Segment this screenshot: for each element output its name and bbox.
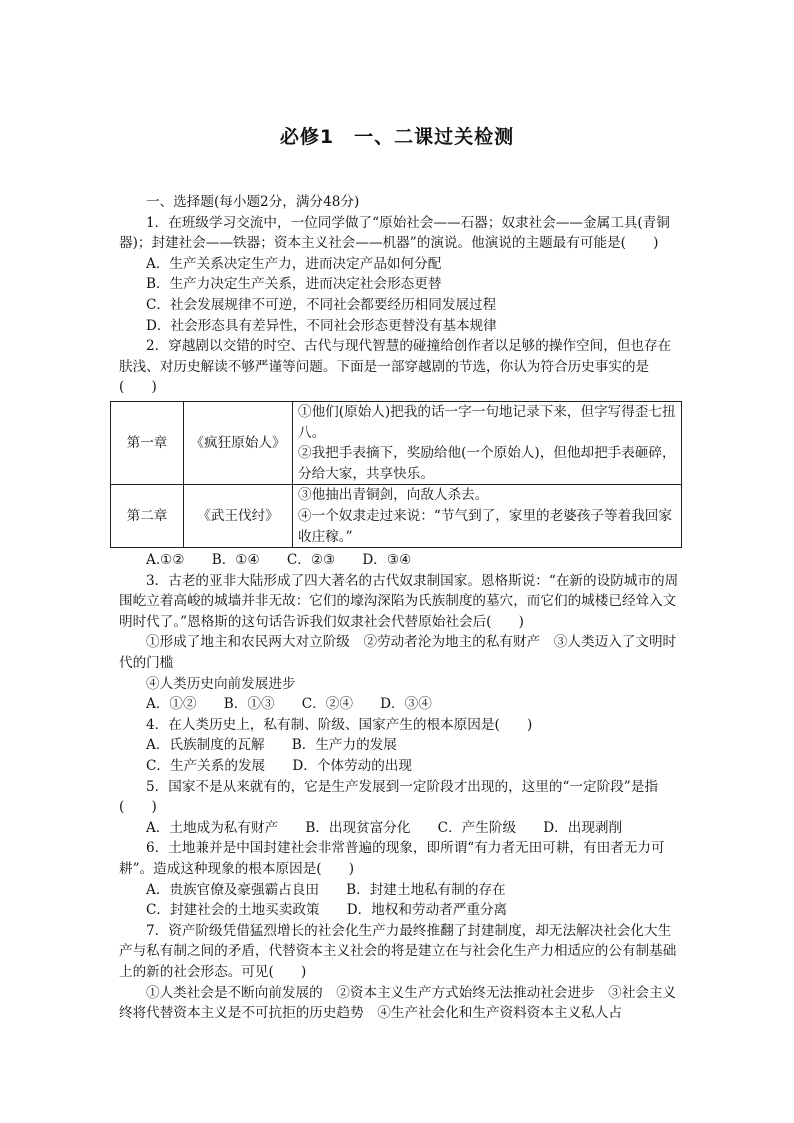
question-1-option-b: B．生产力决定生产关系，进而决定社会形态更替 — [146, 276, 442, 293]
question-4-options-row-2: C．生产关系的发展 D．个体劳动的出现 — [146, 758, 412, 775]
table-row — [111, 401, 682, 484]
table-line: ①他们(原始人)把我的话一字一句地记录下来，但字写得歪七扭八。 — [298, 403, 676, 441]
question-6-stem: 6．土地兼并是中国封建社会非常普遍的现象，即所谓“有力者无田可耕，有田者无力可耕”。造成这种现象的根本原因是( ) — [119, 840, 665, 877]
table-cell-chapter: 第一章 — [111, 401, 184, 484]
table-cell-lines — [293, 401, 682, 484]
table-line: ④一个奴隶走过来说：“节气到了，家里的老婆孩子等着我回家收庄稼。” — [298, 507, 672, 545]
question-5-options: A．土地成为私有财产 B．出现贫富分化 C．产生阶级 D．出现剥削 — [146, 819, 623, 836]
question-5-stem: 5．国家不是从来就有的，它是生产发展到一定阶段才出现的，这里的“一定阶段”是指( ) — [119, 778, 658, 816]
table-line: ②我把手表摘下，奖励给他(一个原始人)，但他却把手表砸碎，分给大家，共享快乐。 — [298, 445, 676, 482]
document-body — [119, 192, 679, 1024]
question-6-options-row-1: A．贵族官僚及豪强霸占良田 B．封建土地私有制的存在 — [146, 881, 506, 898]
question-3-answers: A．①② B．①③ C．②④ D．③④ — [146, 696, 432, 713]
question-4-options-row-1: A．氏族制度的瓦解 B．生产力的发展 — [146, 737, 397, 754]
question-1-option-d: D．社会形态具有差异性，不同社会形态更替没有基本规律 — [146, 317, 497, 334]
question-1-option-a: A．生产关系决定生产力，进而决定产品如何分配 — [146, 255, 442, 272]
question-1-stem: 1．在班级学习交流中，一位同学做了“原始社会——石器；奴隶社会——金属工具(青铜器)；封建社会——铁器；资本主义社会——机器”的演说。他演说的主题最有可能是( ) — [119, 214, 670, 252]
question-3-stem: 3．古老的亚非大陆形成了四大著名的古代奴隶制国家。恩格斯说：“在新的设防城市的周围屹立着高峻的城墙并非无故：它们的壕沟深陷为氏族制度的墓穴，而它们的城楼已经耸入文明时代了。”恩格斯的这句话告诉我们奴隶社会代替原始社会后( ) — [119, 572, 679, 630]
table-row — [111, 485, 682, 548]
question-2-stem: 2．穿越剧以交错的时空、古代与现代智慧的碰撞给创作者以足够的操作空间，但也存在肤浅、对历史解读不够严谨等问题。下面是一部穿越剧的节选，你认为符合历史事实的是( ) — [119, 338, 672, 396]
question-4-stem: 4．在人类历史上，私有制、阶级、国家产生的根本原因是( ) — [146, 716, 533, 733]
question-6-options-row-2: C．封建社会的土地买卖政策 D．地权和劳动者严重分离 — [146, 902, 508, 919]
table-cell-drama: 《武王伐纣》 — [184, 485, 293, 548]
page-title: 必修1 一、二课过关检测 — [279, 126, 515, 148]
section-header: 一、选择题(每小题2分，满分48分) — [146, 194, 360, 210]
question-2-table — [110, 401, 682, 548]
question-3-items-2: ④人类历史向前发展进步 — [146, 675, 296, 692]
table-cell-drama: 《疯狂原始人》 — [184, 401, 293, 484]
table-cell-lines — [293, 485, 682, 548]
question-1-option-c: C．社会发展规律不可逆，不同社会都要经历相同发展过程 — [146, 296, 497, 313]
table-line: ③他抽出青铜剑，向敌人杀去。 — [298, 487, 489, 504]
question-7-stem: 7．资产阶级凭借猛烈增长的社会化生产力最终推翻了封建制度，却无法解决社会化大生产与私有制之间的矛盾，代替资本主义社会的将是建立在与社会化生产力相适应的公有制基础上的新的社会形态。可见( ) — [119, 922, 677, 980]
question-7-items: ①人类社会是不断向前发展的 ②资本主义生产方式始终无法推动社会进步 ③社会主义终将代替资本主义是不可抗拒的历史趋势 ④生产社会化和生产资料资本主义私人占 — [119, 984, 677, 1022]
table-cell-chapter: 第二章 — [111, 485, 184, 548]
question-3-items-1: ①形成了地主和农民两大对立阶级 ②劳动者沦为地主的私有财产 ③人类迈入了文明时代的门槛 — [119, 634, 677, 672]
question-2-answers: A.①② B．①④ C．②③ D．③④ — [146, 552, 412, 569]
